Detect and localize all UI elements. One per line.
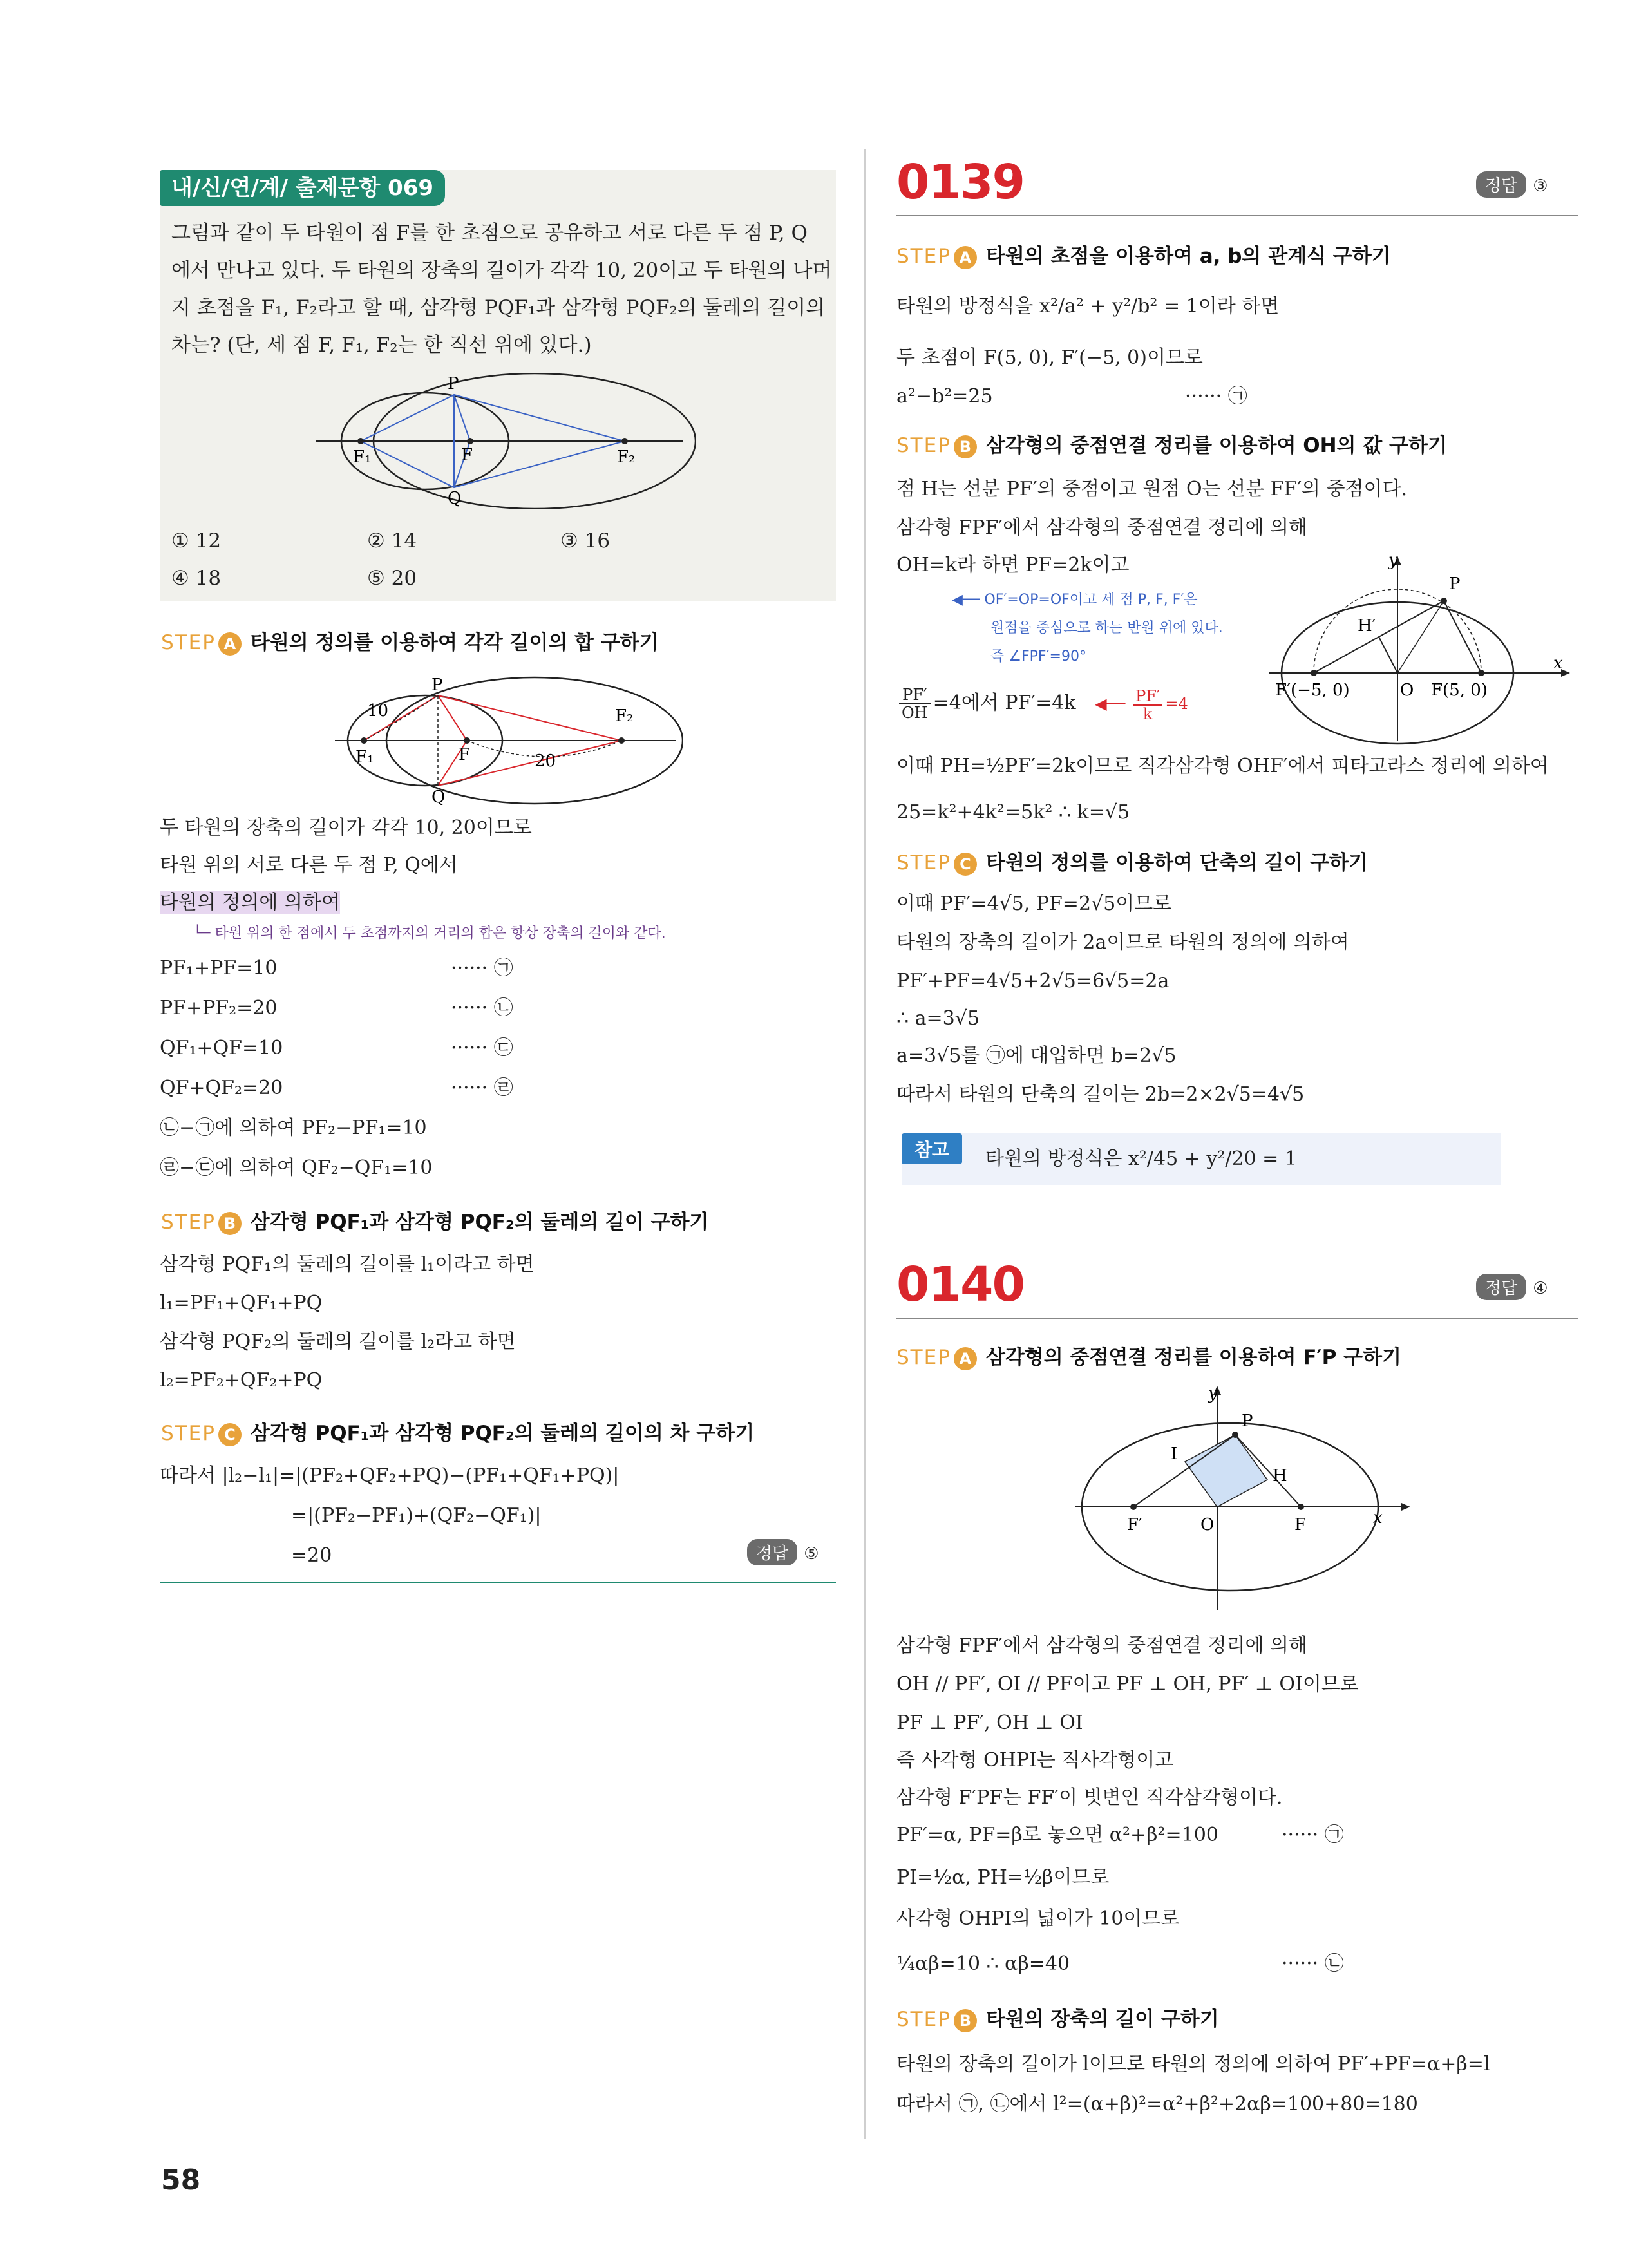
text-line: a²−b²=25 [896, 385, 993, 408]
label-f: F(5, 0) [1431, 681, 1488, 700]
question-number-0139: 0139 [896, 155, 1024, 210]
q140-step-b: STEP B 타원의 장축의 길이 구하기 [896, 2008, 1219, 2031]
equation-mark: ······ ㉡ [1282, 1952, 1344, 1975]
equation-mark: ······ ㉠ [1185, 385, 1247, 408]
ellipse-figure-140 [1063, 1378, 1423, 1616]
divider [896, 1318, 1578, 1319]
problem-line: 지 초점을 F₁, F₂라고 할 때, 삼각형 PQF₁과 삼각형 PQF₂의 둘레의 길이의 [171, 296, 826, 319]
text-line: 타원 위의 서로 다른 두 점 P, Q에서 [160, 854, 458, 876]
text-line: PF′=α, PF=β로 놓으면 α²+β²=100 [896, 1824, 1218, 1846]
page-number: 58 [161, 2164, 201, 2197]
q139-step-c: STEP C 타원의 정의를 이용하여 단축의 길이 구하기 [896, 851, 1368, 874]
equation-mark: ······ ㉠ [1282, 1824, 1344, 1846]
choice-1: ① 12 [171, 529, 222, 553]
problem-badge: 내/신/연/계/ 출제문항 069 [160, 170, 445, 206]
text-line: 삼각형 PQF₁의 둘레의 길이를 l₁이라고 하면 [160, 1253, 535, 1276]
label-fprime: F′(−5, 0) [1275, 681, 1350, 700]
divider [896, 215, 1578, 216]
text-line: 점 H는 선분 PF′의 중점이고 원점 O는 선분 FF′의 중점이다. [896, 478, 1407, 500]
text-line: 타원의 장축의 길이가 l이므로 타원의 정의에 의하여 PF′+PF=α+β=l [896, 2053, 1490, 2075]
reference-text: 타원의 방정식은 x²/45 + y²/20 = 1 [985, 1148, 1297, 1170]
ellipse-figure-2 [322, 676, 683, 805]
text-line: =|(PF₂−PF₁)+(QF₂−QF₁)| [291, 1504, 542, 1527]
q139-step-a: STEP A 타원의 초점을 이용하여 a, b의 관계식 구하기 [896, 245, 1391, 268]
label-p: P [1449, 574, 1461, 594]
answer-badge: 정답 ④ [1476, 1274, 1548, 1300]
label-q: Q [448, 489, 462, 508]
equation-4: QF+QF₂=20 [160, 1077, 283, 1099]
choice-4: ④ 18 [171, 567, 222, 590]
equation-3: QF₁+QF=10 [160, 1037, 283, 1059]
semicircle-note: ◀── OF′=OP=OF이고 세 점 P, F, F′은 원점을 중심으로 하는 반원 위에 있다. 즉 ∠FPF′=90° [952, 592, 1223, 665]
label-o: O [1400, 681, 1414, 700]
highlight-line: 타원의 정의에 의하여 [160, 891, 340, 914]
equation-mark: ······ ㉡ [451, 997, 513, 1019]
text-line: 삼각형 FPF′에서 삼각형의 중점연결 정리에 의해 [896, 516, 1307, 539]
text-line: PF ⊥ PF′, OH ⊥ OI [896, 1712, 1083, 1734]
text-line: l₂=PF₂+QF₂+PQ [160, 1369, 323, 1392]
text-line: 25=k²+4k²=5k² ∴ k=√5 [896, 801, 1130, 824]
choice-2: ② 14 [367, 529, 417, 553]
label-f: F [1294, 1515, 1307, 1535]
text-line: OH=k라 하면 PF=2k이고 [896, 554, 1130, 576]
text-line: 삼각형 PQF₂의 둘레의 길이를 l₂라고 하면 [160, 1330, 516, 1353]
text-line: ¼αβ=10 ∴ αβ=40 [896, 1952, 1070, 1975]
ellipse-figure-1 [309, 373, 696, 509]
label-10: 10 [367, 701, 389, 721]
label-fprime: F′ [1127, 1515, 1142, 1535]
answer-badge: 정답 ⑤ [747, 1539, 819, 1565]
arrow-left-icon: ◀── [952, 592, 985, 608]
left-step-b: STEP B 삼각형 PQF₁과 삼각형 PQF₂의 둘레의 길이 구하기 [161, 1211, 709, 1234]
text-line: 사각형 OHPI의 넓이가 10이므로 [896, 1907, 1180, 1930]
text-line: a=3√5를 ㉠에 대입하면 b=2√5 [896, 1044, 1177, 1067]
text-line: 따라서 ㉠, ㉡에서 l²=(α+β)²=α²+β²+2αβ=100+80=180 [896, 2093, 1418, 2115]
reference-label: 참고 [902, 1133, 962, 1164]
column-divider [864, 149, 866, 2139]
label-x: x [1373, 1508, 1383, 1527]
problem-line: 차는? (단, 세 점 F, F₁, F₂는 한 직선 위에 있다.) [171, 334, 592, 357]
q140-step-a: STEP A 삼각형의 중점연결 정리를 이용하여 F′P 구하기 [896, 1346, 1401, 1369]
equation-2: PF+PF₂=20 [160, 997, 278, 1019]
label-y: y [1388, 554, 1398, 570]
label-f2: F₂ [617, 448, 636, 467]
text-line: 따라서 타원의 단축의 길이는 2b=2×2√5=4√5 [896, 1083, 1305, 1106]
equation-mark: ······ ㉢ [451, 1037, 513, 1059]
text-line: 삼각형 F′PF는 FF′이 빗변인 직각삼각형이다. [896, 1786, 1283, 1809]
label-20: 20 [535, 751, 556, 771]
label-f: F [459, 745, 471, 764]
text-line: 이때 PF′=4√5, PF=2√5이므로 [896, 893, 1172, 915]
label-f: F [461, 446, 473, 465]
label-f2: F₂ [615, 706, 634, 726]
text-line: PF′+PF=4√5+2√5=6√5=2a [896, 970, 1170, 992]
question-number-0140: 0140 [896, 1257, 1024, 1312]
label-p: P [448, 374, 459, 393]
label-o: O [1200, 1515, 1215, 1535]
left-step-a: STEP A 타원의 정의를 이용하여 각각 길이의 합 구하기 [161, 631, 659, 654]
equation-mark: ······ ㉣ [451, 1077, 513, 1099]
label-h: H′ [1358, 616, 1376, 636]
side-note: ◀── $\frac{PF'}{k}$ =4 [1095, 686, 1188, 723]
text-line: 즉 사각형 OHPI는 직사각형이고 [896, 1749, 1174, 1772]
text-line: 타원의 장축의 길이가 2a이므로 타원의 정의에 의하여 [896, 931, 1349, 954]
divider [160, 1582, 836, 1583]
problem-line: 에서 만나고 있다. 두 타원의 장축의 길이가 각각 10, 20이고 두 타원의 나머 [171, 259, 832, 282]
answer-badge: 정답 ③ [1476, 171, 1548, 198]
left-step-c: STEP C 삼각형 PQF₁과 삼각형 PQF₂의 둘레의 길이의 차 구하기 [161, 1422, 755, 1445]
label-p: P [431, 676, 443, 695]
choice-3: ③ 16 [560, 529, 611, 553]
text-line: 이때 PH=½PF′=2k이므로 직각삼각형 OHF′에서 피타고라스 정리에 의하여 [896, 755, 1549, 777]
text-line: =20 [291, 1544, 332, 1567]
label-x: x [1553, 654, 1563, 673]
problem-line: 그림과 같이 두 타원이 점 F를 한 초점으로 공유하고 서로 다른 두 점 P, Q [171, 222, 808, 245]
label-p: P [1242, 1412, 1253, 1431]
definition-note: └─ 타원 위의 한 점에서 두 초점까지의 거리의 합은 항상 장축의 길이와 같다. [193, 925, 666, 941]
text-line: OH // PF′, OI // PF이고 PF ⊥ OH, PF′ ⊥ OI이므로 [896, 1673, 1359, 1696]
text-line: 삼각형 FPF′에서 삼각형의 중점연결 정리에 의해 [896, 1634, 1307, 1657]
ellipse-figure-139 [1262, 554, 1578, 747]
text-line: ∴ a=3√5 [896, 1007, 980, 1030]
label-q: Q [431, 788, 446, 805]
text-line: 따라서 |l₂−l₁|=|(PF₂+QF₂+PQ)−(PF₁+QF₁+PQ)| [160, 1464, 620, 1487]
text-line: 타원의 방정식을 x²/a² + y²/b² = 1이라 하면 [896, 295, 1280, 317]
equation-mark: ······ ㉠ [451, 957, 513, 979]
equation-1: PF₁+PF=10 [160, 957, 278, 979]
label-f1: F₁ [355, 748, 374, 767]
text-line: l₁=PF₁+QF₁+PQ [160, 1292, 323, 1314]
choice-5: ⑤ 20 [367, 567, 417, 590]
text-line: ㉣−㉢에 의하여 QF₂−QF₁=10 [160, 1157, 433, 1179]
text-line: 두 초점이 F(5, 0), F′(−5, 0)이므로 [896, 346, 1203, 369]
text-line: PI=½α, PH=½β이므로 [896, 1866, 1110, 1889]
label-h: H [1273, 1466, 1287, 1486]
text-line: ㉡−㉠에 의하여 PF₂−PF₁=10 [160, 1117, 427, 1139]
label-f1: F₁ [353, 448, 372, 467]
label-y: y [1208, 1384, 1218, 1403]
arrow-icon: └─ [193, 925, 215, 941]
text-line: 두 타원의 장축의 길이가 각각 10, 20이므로 [160, 817, 532, 839]
q139-step-b: STEP B 삼각형의 중점연결 정리를 이용하여 OH의 값 구하기 [896, 434, 1447, 457]
label-i: I [1171, 1444, 1178, 1464]
fraction-line: $\frac{PF'}{OH}$ =4에서 PF′=4k ◀── $\frac{PF'}{k}$ =4 [896, 686, 1188, 723]
